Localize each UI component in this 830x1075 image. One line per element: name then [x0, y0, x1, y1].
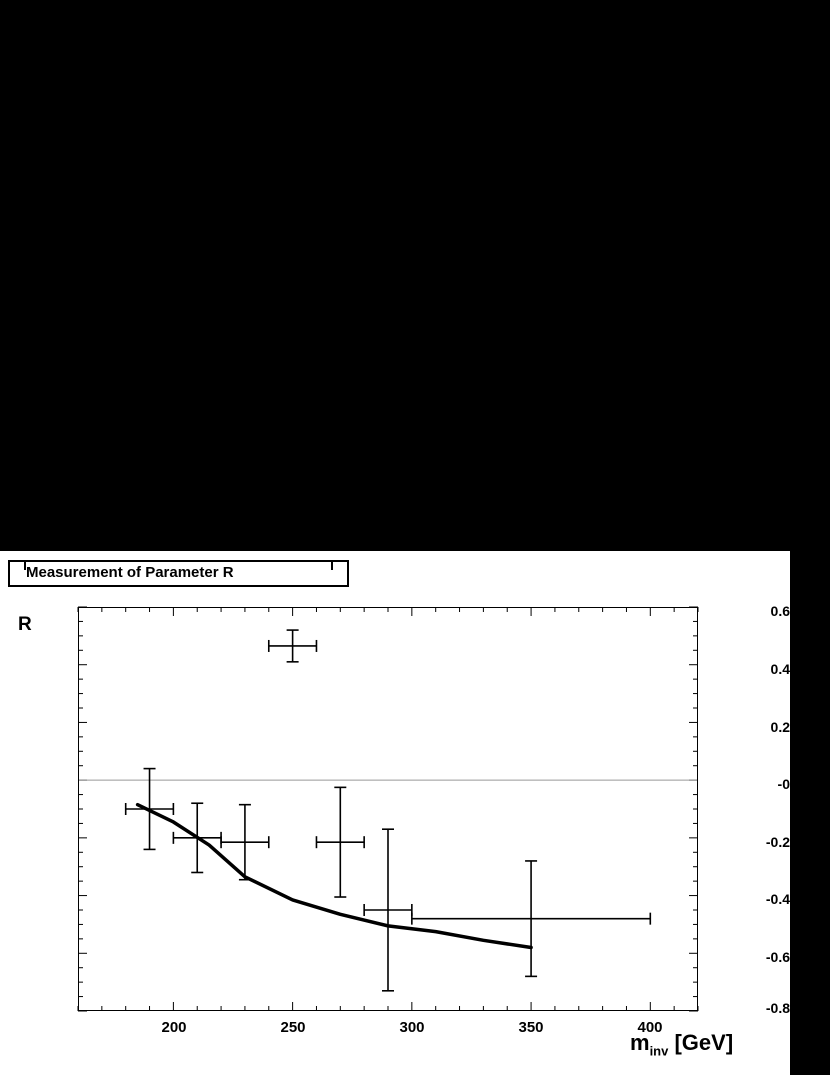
chart-title: Measurement of Parameter R	[26, 564, 234, 581]
data-points	[126, 630, 651, 991]
x-tick-label: 300	[399, 1019, 425, 1036]
plot-canvas	[0, 551, 790, 1075]
y-tick-label: -0.4	[765, 891, 790, 907]
y-axis-title: R	[18, 614, 32, 635]
y-tick-label: 0.6	[770, 603, 790, 619]
x-axis-title-sub: inv	[649, 1043, 669, 1059]
chart-figure	[0, 551, 790, 1075]
y-tick-label: -0	[777, 776, 790, 792]
y-tick-label: -0.2	[765, 834, 790, 850]
y-tick-label: 0.4	[770, 661, 790, 677]
x-axis-title-unit: [GeV]	[668, 1030, 734, 1055]
y-tick-label: -0.6	[765, 949, 790, 965]
y-tick-label: 0.2	[770, 719, 790, 735]
x-axis-title-main: m	[630, 1030, 650, 1055]
y-tick-label: -0.8	[765, 1000, 790, 1016]
x-tick-label: 200	[161, 1019, 187, 1036]
x-tick-label: 250	[280, 1019, 306, 1036]
x-tick-label: 400	[637, 1019, 663, 1036]
x-tick-label: 350	[518, 1019, 544, 1036]
